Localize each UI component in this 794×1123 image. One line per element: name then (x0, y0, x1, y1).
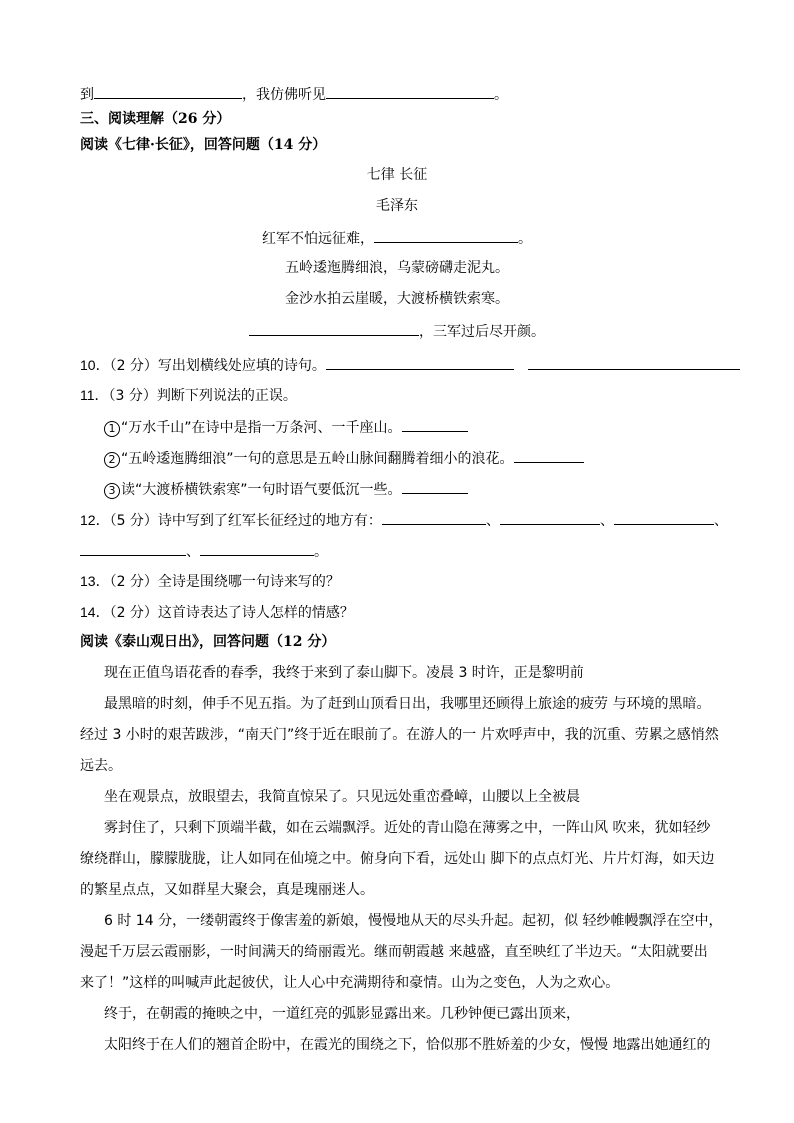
answer-blank[interactable] (614, 509, 714, 525)
question-13 (80, 571, 750, 592)
answer-blank[interactable] (500, 509, 600, 525)
question-number: 12． (80, 512, 110, 528)
answer-blank[interactable] (374, 227, 518, 243)
fill-line (80, 83, 750, 105)
separator: 、 (485, 513, 500, 529)
question-number: 10． (80, 357, 110, 373)
question-number: 13． (80, 573, 110, 589)
statement-text: “五岭逶迤腾细浪”一句的意思是五岭山脉间翻腾着细小的浪花。 (121, 451, 514, 467)
separator: 、 (186, 544, 200, 560)
question-14 (80, 602, 750, 623)
poem-title: 七律 长征 (366, 167, 428, 183)
statement-2 (104, 447, 750, 469)
fill-line-end: 。 (494, 87, 508, 103)
question-12-cont (80, 540, 750, 562)
answer-blank[interactable] (402, 478, 468, 494)
circled-number: 3 (104, 483, 120, 499)
passage-line: 太阳终于在人们的翘首企盼中，在霞光的围绕之下，恰似那不胜娇羞的少女，慢慢 地露出她通红的 (104, 1037, 711, 1053)
separator: 、 (713, 513, 728, 529)
passage-line: 远去。 (80, 758, 122, 774)
poem-line-2: 五岭逶迤腾细浪，乌蒙磅礴走泥丸。 (285, 260, 509, 276)
passage-line: 的繁星点点，又如群星大聚会，真是瑰丽迷人。 (80, 882, 374, 898)
question-number: 11． (80, 387, 109, 403)
poem-line-4 (0, 320, 794, 342)
passage-line: 终于，在朝霞的掩映之中，一道红亮的弧影显露出来。几秒钟便已露出顶来， (104, 1006, 580, 1022)
statement-1 (104, 416, 750, 438)
answer-blank[interactable] (514, 447, 584, 463)
circled-number: 1 (104, 421, 120, 437)
passage-line: 6 时 14 分，一缕朝霞终于像害羞的新娘，慢慢地从天的尽头升起。起初，似 轻纱帷幔飘浮在空中， (104, 913, 723, 929)
answer-blank[interactable] (249, 320, 419, 336)
answer-blank[interactable] (402, 416, 468, 432)
statement-text: “万水千山”在诗中是指一万条河、一千座山。 (121, 420, 402, 436)
passage-line: 坐在观景点，放眼望去，我简直惊呆了。只见远处重峦叠嶂，山腰以上全被晨 (104, 789, 580, 805)
section-heading: 三、阅读理解（26 分） (80, 111, 231, 127)
question-text: （2 分）这首诗表达了诗人怎样的情感？ (109, 605, 354, 621)
question-11 (80, 385, 750, 406)
statement-3 (104, 478, 750, 500)
poem-line-3: 金沙水拍云崖暖，大渡桥横铁索寒。 (285, 291, 509, 307)
passage-line: 经过 3 小时的艰苦跋涉，“南天门”终于近在眼前了。在游人的一 片欢呼声中，我的沉重、劳累之感悄然 (80, 727, 719, 743)
answer-blank[interactable] (80, 540, 186, 556)
passage-line: 来了！”这样的叫喊声此起彼伏，让人心中充满期待和豪情。山为之变色，人为之欢心。 (80, 975, 620, 991)
answer-blank[interactable] (200, 540, 314, 556)
question-number: 14． (80, 604, 110, 620)
reading1-heading: 阅读《七律·长征》，回答问题（14 分） (80, 137, 327, 153)
passage-line: 现在正值鸟语花香的春季，我终于来到了泰山脚下。凌晨 3 时许，正是黎明前 (104, 665, 584, 681)
reading2-heading: 阅读《泰山观日出》，回答问题（12 分） (80, 634, 336, 650)
question-12 (80, 509, 750, 531)
question-text: （2 分）全诗是围绕哪一句诗来写的？ (109, 574, 340, 590)
fill-line-mid: ，我仿佛听见 (242, 87, 326, 103)
passage-line: 最黑暗的时刻，伸手不见五指。为了赶到山顶看日出，我哪里还顾得上旅途的疲劳 与环境的黑暗。 (104, 696, 711, 712)
poem-line-4-text: ，三军过后尽开颜。 (419, 324, 545, 340)
answer-blank[interactable] (528, 354, 740, 370)
passage-line: 缭绕群山，朦朦胧胧，让人如同在仙境之中。俯身向下看，远处山 脚下的点点灯光、片片灯海，如天边 (80, 851, 715, 867)
fill-line-start: 到 (80, 87, 94, 103)
passage-line: 雾封住了，只剩下顶端半截，如在云端飘浮。近处的青山隐在薄雾之中，一阵山风 吹来，犹如轻纱 (104, 820, 711, 836)
question-text: （2 分）写出划横线处应填的诗句。 (109, 358, 326, 374)
passage-line: 漫起千万层云霞丽影，一时间满天的绮丽霞光。继而朝霞越 来越盛，直至映红了半边天。“太阳就要出 (80, 944, 708, 960)
period: 。 (314, 544, 328, 560)
answer-blank[interactable] (94, 83, 242, 99)
question-text: （5 分）诗中写到了红军长征经过的地方有： (109, 513, 382, 529)
poem-author: 毛泽东 (376, 198, 418, 214)
answer-blank[interactable] (382, 509, 486, 525)
answer-blank[interactable] (326, 354, 514, 370)
question-text: （3 分）判断下列说法的正误。 (108, 388, 297, 404)
question-10 (80, 354, 750, 376)
statement-text: 读“大渡桥横铁索寒”一句时语气要低沉一些。 (121, 482, 402, 498)
poem-line-1 (0, 227, 794, 249)
poem-line-1-text: 红军不怕远征难， (262, 231, 374, 247)
separator: 、 (599, 513, 614, 529)
answer-blank[interactable] (326, 83, 494, 99)
poem-line-1-end: 。 (518, 231, 532, 247)
circled-number: 2 (104, 452, 120, 468)
